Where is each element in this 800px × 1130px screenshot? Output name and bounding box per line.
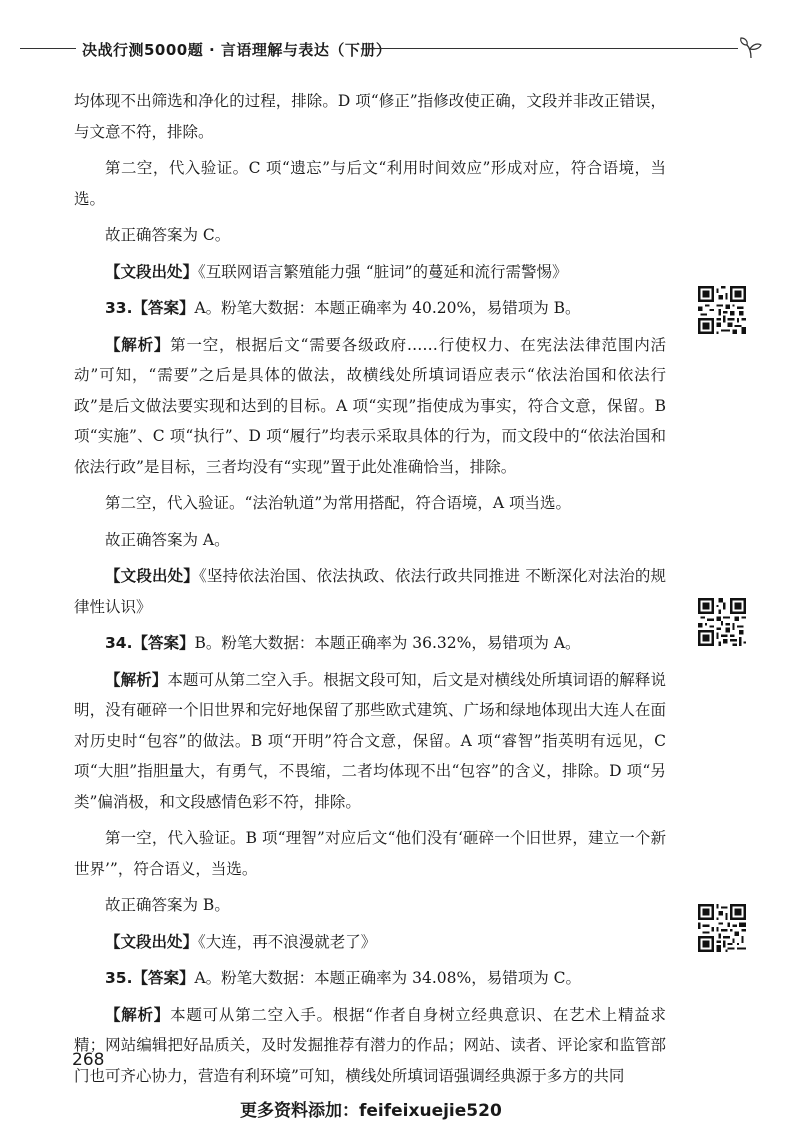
answer-tag: 35.【答案】 [105,969,195,987]
paragraph-text: 第一空，根据后文“需要各级政府……行使权力、在宪法法律范围内活动”可知，“需要”之后是具体的做法，故横线处所填词语应表示“依法治国和依法行政”是后文做法要实现和达到的目标。A 项“实现”指使成为事实，符合文意，保留。B 项“实施”、C 项“执行”、D 项“履行”均表示采取具体的行为，而文段中的“依法治国和依法行政”是目标，三者均没有“实现”置于此处准确恰当，排除。 [74,335,666,476]
paragraph [74,257,666,288]
page-number: 268 [72,1050,105,1070]
paragraph [74,525,666,556]
analysis-tag: 【解析】 [105,335,171,354]
paragraph-text: A。粉笔大数据：本题正确率为 40.20%，易错项为 B。 [194,299,581,317]
header-rule-left [20,48,76,49]
footer-note: 更多资料添加：feifeixuejie520 [240,1101,502,1121]
source-tag: 【文段出处】 [105,932,199,951]
paragraph [74,330,666,483]
paragraph-text: B。粉笔大数据：本题正确率为 36.32%，易错项为 A。 [194,634,581,652]
paragraph-text: 《坚持依法治国、依法执政、依法行政共同推进 不断深化对法治的规律性认识》 [74,567,666,616]
paragraph-text: 均体现不出筛选和净化的过程，排除。D 项“修正”指修改使正确，文段并非改正错误，与文意不符，排除。 [74,92,666,141]
qr-code-icon[interactable] [698,286,746,334]
paragraph-text: 故正确答案为 A。 [105,530,230,549]
answer-tag: 34.【答案】 [105,634,195,652]
paragraph [74,293,666,324]
paragraph-text: 《大连，再不浪漫就老了》 [198,932,377,951]
paragraph [74,561,666,622]
paragraph [74,220,666,251]
analysis-tag: 【解析】 [105,670,168,689]
paragraph [74,927,666,958]
header-rule-right [368,48,738,49]
paragraph [74,86,666,147]
paragraph [74,823,666,884]
answer-tag: 33.【答案】 [105,299,195,317]
page-header [20,36,760,60]
paragraph-text: 第二空，代入验证。C 项“遗忘”与后文“利用时间效应”形成对应，符合语境，当选。 [74,159,666,208]
source-tag: 【文段出处】 [105,262,199,281]
paragraph-text: 第一空，代入验证。B 项“理智”对应后文“他们没有‘砸碎一个旧世界，建立一个新世界’”，符合语义，当选。 [74,829,666,878]
paragraph [74,1000,666,1092]
header-title: 决战行测5000题 · 言语理解与表达（下册） [82,41,392,59]
body-text [74,86,666,1097]
analysis-tag: 【解析】 [105,1005,171,1024]
paragraph-text: 本题可从第二空入手。根据“作者自身树立经典意识、在艺术上精益求精；网站编辑把好品质关，及时发掘推荐有潜力的作品；网站、读者、评论家和监管部门也可齐心协力，营造有利环境”可知，横线处所填词语强调经典源于多方的共同 [74,1005,666,1085]
sprout-icon [738,36,764,60]
qr-code-icon[interactable] [698,598,746,646]
paragraph [74,890,666,921]
qr-code-icon[interactable] [698,904,746,952]
paragraph-text: 第二空，代入验证。“法治轨道”为常用搭配，符合语境，A 项当选。 [105,494,571,512]
paragraph-text: 故正确答案为 C。 [105,226,231,244]
paragraph-text: 故正确答案为 B。 [105,896,230,914]
paragraph [74,665,666,818]
paragraph-text: 《互联网语言繁殖能力强 “脏词”的蔓延和流行需警惕》 [198,262,568,281]
paragraph [74,488,666,519]
paragraph [74,963,666,994]
paragraph [74,153,666,214]
source-tag: 【文段出处】 [105,567,199,585]
paragraph [74,628,666,659]
paragraph-text: A。粉笔大数据：本题正确率为 34.08%，易错项为 C。 [194,969,581,987]
paragraph-text: 本题可从第二空入手。根据文段可知，后文是对横线处所填词语的解释说明，没有砸碎一个旧世界和完好地保留了那些欧式建筑、广场和绿地体现出大连人在面对历史时“包容”的做法。B 项“开明”符合文意，保留。A 项“睿智”指英明有远见，C 项“大胆”指胆量大，有勇气，不畏缩，二者均体现不出“包容”的含义，排除。D 项“另类”偏消极，和文段感情色彩不符，排除。 [74,670,666,811]
